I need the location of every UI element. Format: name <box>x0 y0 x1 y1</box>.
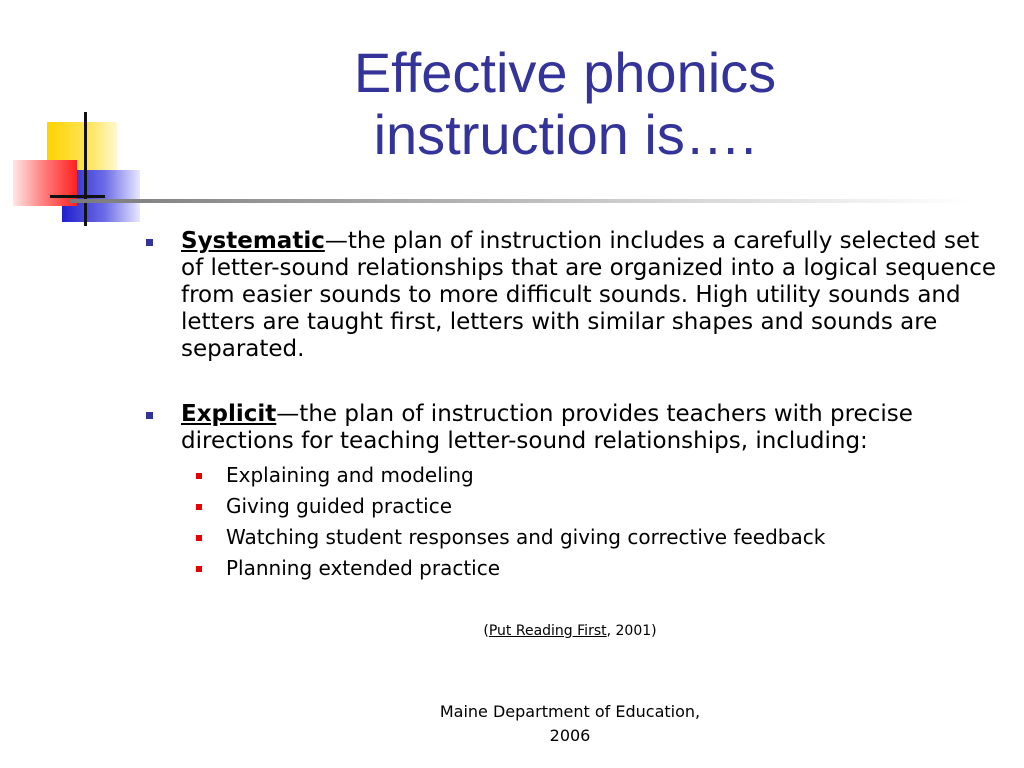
square-bullet-icon <box>196 535 202 541</box>
bullet-text: —the plan of instruction provides teachers with precise directions for teaching letter-sound relationships, including: <box>181 401 913 454</box>
sub-bullet-list <box>181 460 1002 584</box>
square-bullet-icon <box>196 473 202 479</box>
sub-bullet-item <box>181 522 1002 553</box>
citation-open: ( <box>483 623 489 639</box>
sub-bullet-item <box>181 460 1002 491</box>
title-line-2: instruction is…. <box>373 103 757 166</box>
decorative-color-blocks-logo <box>0 0 150 240</box>
sub-bullet-item <box>181 491 1002 522</box>
bullet-text: —the plan of instruction includes a carefully selected set of letter-sound relationships that are organized into a logical sequence from easier sounds to more difficult sounds. High utility sounds and letters are taught first, letters with similar shapes and sounds are separated. <box>181 228 997 362</box>
bullet-explicit <box>140 401 1002 584</box>
bullet-systematic <box>140 228 1002 363</box>
citation-source: Put Reading First <box>488 623 607 639</box>
sub-bullet-item <box>181 553 1002 584</box>
sub-bullet-text: Watching student responses and giving corrective feedback <box>226 525 826 549</box>
sub-bullet-text: Planning extended practice <box>226 556 501 580</box>
citation <box>380 621 760 641</box>
slide-footer <box>400 700 740 748</box>
term-systematic: Systematic <box>181 228 325 254</box>
title-line-1: Effective phonics <box>353 41 777 104</box>
term-explicit: Explicit <box>181 401 277 427</box>
square-bullet-icon <box>146 239 153 246</box>
slide-body <box>140 228 1002 584</box>
citation-rest: , 2001) <box>606 623 657 639</box>
slide-title <box>320 42 810 166</box>
square-bullet-icon <box>196 504 202 510</box>
title-divider <box>70 199 970 203</box>
footer-line-2: 2006 <box>549 726 591 745</box>
footer-line-1: Maine Department of Education, <box>439 702 701 721</box>
sub-bullet-text: Explaining and modeling <box>226 463 474 487</box>
sub-bullet-text: Giving guided practice <box>226 494 453 518</box>
square-bullet-icon <box>146 412 153 419</box>
square-bullet-icon <box>196 566 202 572</box>
